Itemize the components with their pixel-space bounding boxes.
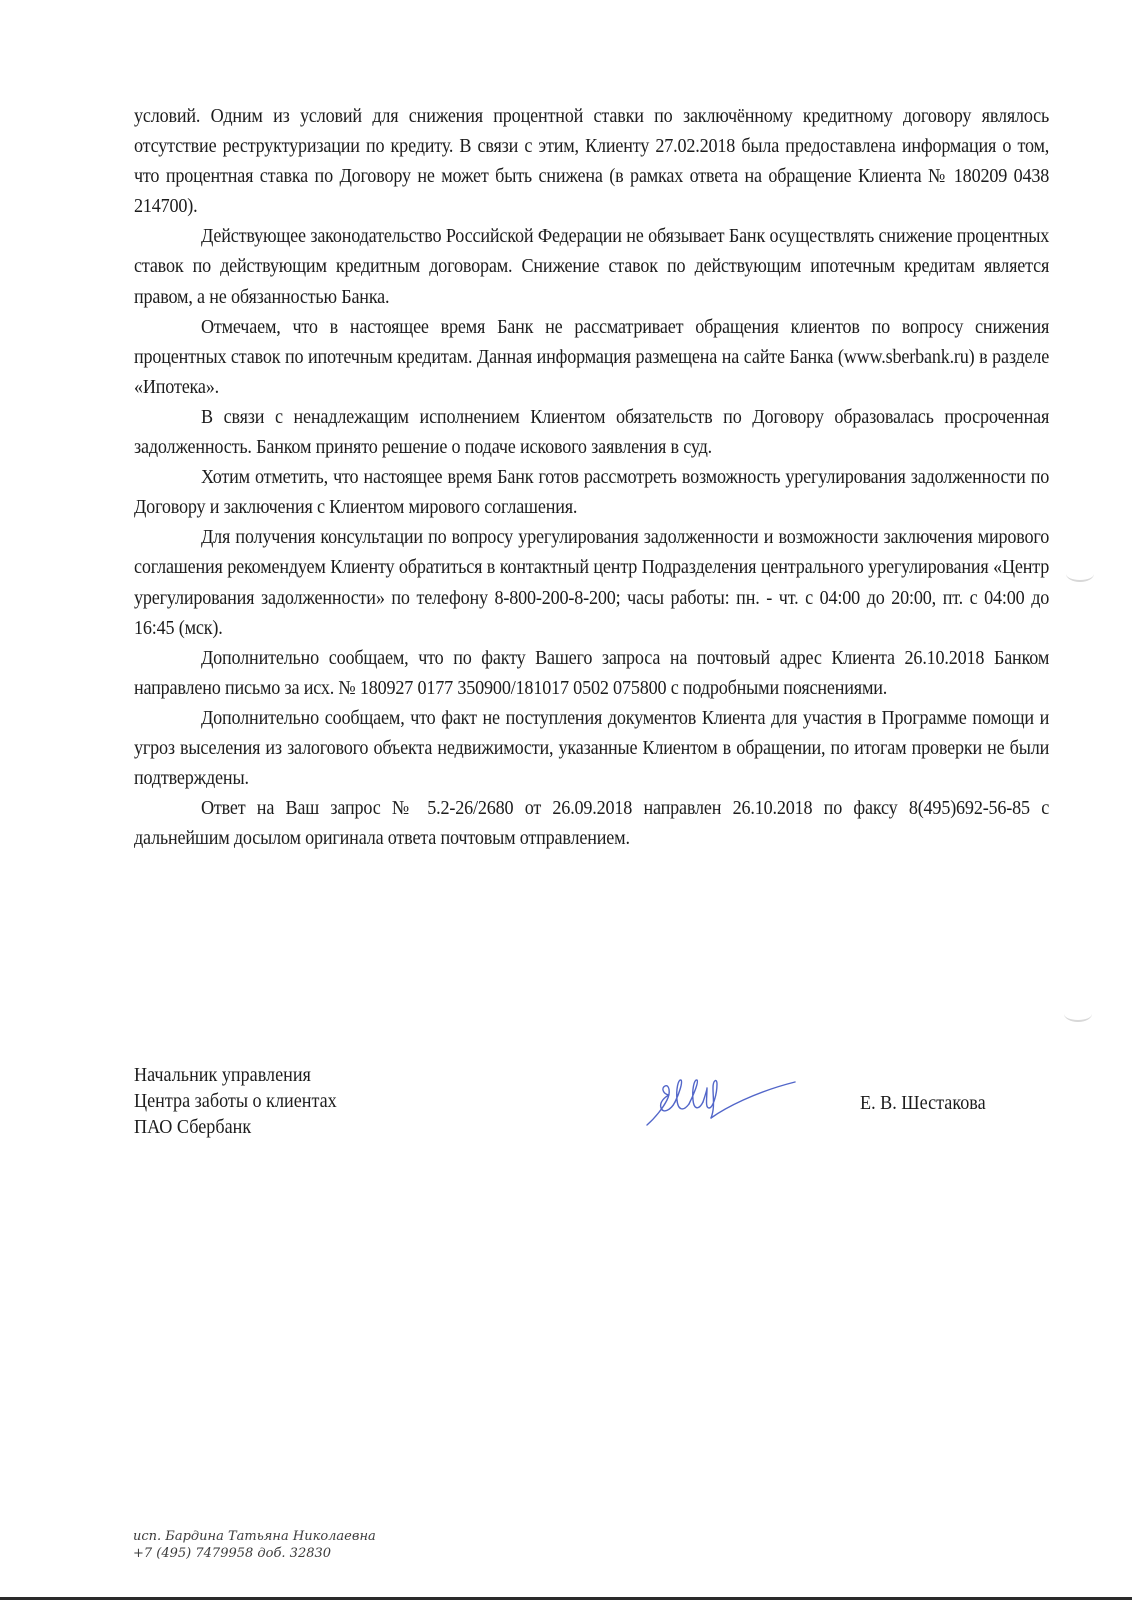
paragraph-fax-response: Ответ на Ваш запрос № 5.2-26/2680 от 26.09.2018 направлен 26.10.2018 по факсу 8(495)692-56-85 с дальнейшим досылом оригинала ответа почтовым отправлением.: [134, 798, 1050, 850]
paragraph-check-results: Дополнительно сообщаем, что факт не поступления документов Клиента для участия в Программе помощи и угроз выселения из залогового объекта недвижимости, указанные Клиентом в обращении, по итогам проверки не были подтверждены.: [134, 707, 1050, 790]
paragraph-bank-not-considering: Отмечаем, что в настоящее время Банк не рассматривает обращения клиентов по вопросу снижения процентных ставок по ипотечным кредитам. Данная информация размещена на сайте Банка (www.sberbank.ru) в разделе «Ипотека».: [134, 316, 1050, 398]
paragraph-contact-center: Для получения консультации по вопросу урегулирования задолженности и возможности заключения мирового соглашения рекомендуем Клиенту обратиться в контактный центр Подразделения центрального урегулирования «Центр урегулирования задолженности» по телефону 8-800-200-8-200; часы работы: пн. - чт. с 04:00 до 20:00, пт. с 04:00 до 16:45 (мск).: [134, 527, 1050, 639]
signatory-title: [134, 1063, 352, 1141]
paragraph-letter-sent: Дополнительно сообщаем, что по факту Вашего запроса на почтовый адрес Клиента 26.10.2018 Банком направлено письмо за исх. № 180927 0177 350900/181017 0502 075800 с подробными пояснениями.: [134, 647, 1050, 699]
signer-name: Е. В. Шестакова: [860, 1093, 986, 1114]
executor-name: исп. Бардина Татьяна Николаевна: [133, 1529, 376, 1544]
paragraph-settlement-offer: Хотим отметить, что настоящее время Банк готов рассмотреть возможность урегулирования задолженности по Договору и заключения с Клиентом мирового соглашения.: [134, 467, 1050, 519]
signatory-title-line: Начальник управления: [134, 1065, 311, 1086]
handwritten-signature-icon: [645, 1070, 805, 1130]
executor-phone: +7 (495) 7479958 доб. 32830: [133, 1546, 332, 1561]
punch-hole-mark: [1064, 1006, 1092, 1022]
executor-info: [133, 1528, 376, 1562]
letter-body: [134, 102, 1049, 854]
paragraph-legislation: Действующее законодательство Российской Федерации не обязывает Банк осуществлять снижение процентных ставок по действующим кредитным договорам. Снижение ставок по действующим ипотечным кредитам является правом, а не обязанностью Банка.: [134, 226, 1050, 308]
signatory-title-line: Центра заботы о клиентах: [134, 1091, 337, 1112]
punch-hole-mark: [1066, 566, 1094, 582]
paragraph-overdue-debt: В связи с ненадлежащим исполнением Клиентом обязательств по Договору образовалась просроченная задолженность. Банком принято решение о подаче искового заявления в суд.: [134, 406, 1050, 459]
paragraph-restructuring-condition: условий. Одним из условий для снижения процентной ставки по заключённому кредитному договору являлось отсутствие реструктуризации по кредиту. В связи с этим, Клиенту 27.02.2018 была предоставлена информация о том, что процентная ставка по Договору не может быть снижена (в рамках ответа на обращение Клиента № 180209 0438 214700).: [134, 106, 1050, 218]
signatory-title-line: ПАО Сбербанк: [134, 1117, 252, 1138]
